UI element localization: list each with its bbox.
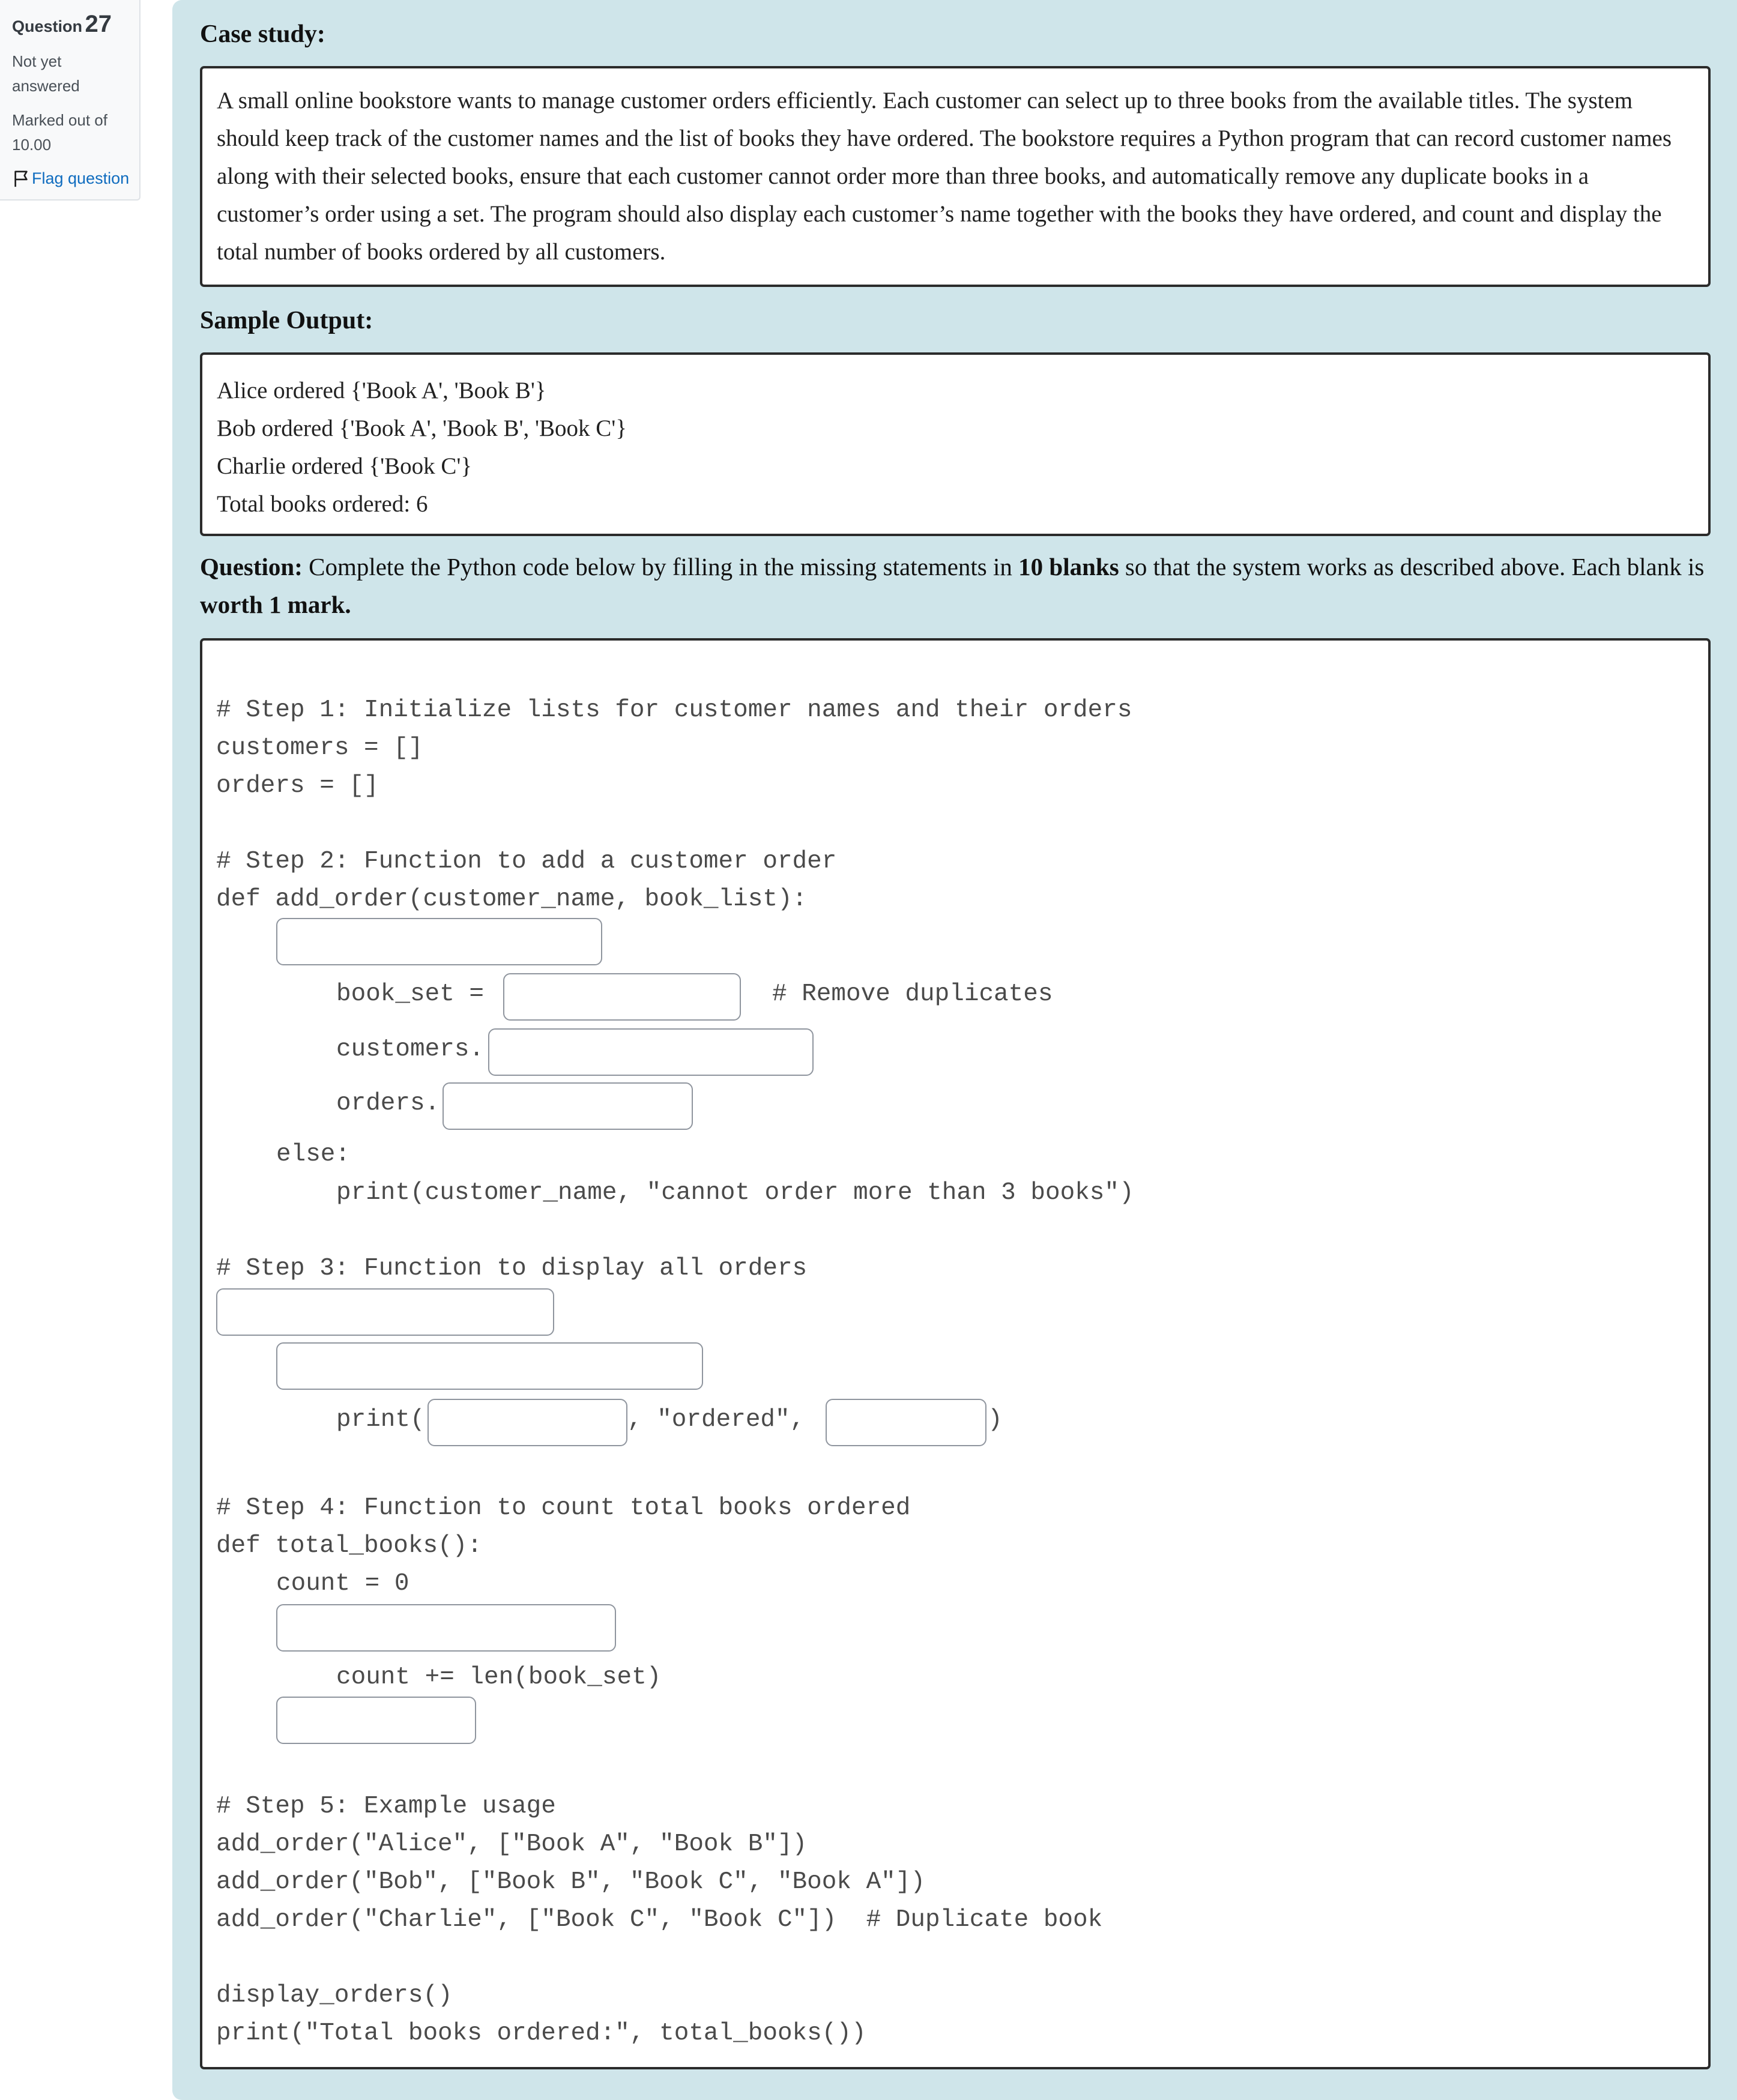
sample-output-line: Total books ordered: 6 xyxy=(217,491,428,517)
code-def-add-order: def add_order(customer_name, book_list): xyxy=(216,886,808,913)
sample-output-line: Alice ordered {'Book A', 'Book B'} xyxy=(217,378,546,403)
answer-blank-4[interactable] xyxy=(443,1082,693,1130)
answer-blank-6[interactable] xyxy=(276,1342,703,1390)
code-step2-comment: # Step 2: Function to add a customer order xyxy=(216,848,837,875)
flag-icon xyxy=(12,170,30,188)
code-step4-comment: # Step 4: Function to count total books ordered xyxy=(216,1494,911,1522)
question-state xyxy=(12,49,80,98)
question-text-part1: Complete the Python code below by filling in the missing statements in xyxy=(302,553,1019,581)
question-number xyxy=(12,11,112,38)
case-study-text: A small online bookstore wants to manage customer orders efficiently. Each customer can select up to three books from the available titles. The system should keep track of the customer names and the list of books they have ordered. The bookstore requires a Python program that can record customer names along with their selected books, ensure that each customer cannot order more than three books, and automatically remove any duplicate books in a customer’s order using a set. The program should also display each customer’s name together with the books they have ordered, and count and display the total number of books ordered by all customers. xyxy=(217,88,1672,265)
code-step3-comment: # Step 3: Function to display all orders xyxy=(216,1255,808,1282)
sample-output-box xyxy=(200,352,1711,536)
case-study-box xyxy=(200,66,1711,287)
question-text-bold2: worth 1 mark. xyxy=(200,591,351,618)
code-def-total-books: def total_books(): xyxy=(216,1532,482,1560)
code-display-call: display_orders() xyxy=(216,1982,453,2009)
code-usage-charlie: add_order("Charlie", ["Book C", "Book C"]) # Duplicate book xyxy=(216,1906,1103,1934)
code-print-total: print("Total books ordered:", total_books()) xyxy=(216,2020,866,2047)
case-study-heading: Case study: xyxy=(200,20,325,48)
answer-blank-5[interactable] xyxy=(216,1288,554,1336)
code-step5-comment: # Step 5: Example usage xyxy=(216,1793,556,1820)
answer-blank-1[interactable] xyxy=(276,918,602,965)
code-customers-prefix: customers. xyxy=(336,1036,485,1063)
flag-question-label: Flag question xyxy=(32,169,130,187)
sample-output-lines xyxy=(217,372,627,523)
question-number-value: 27 xyxy=(85,11,112,37)
answer-blank-7[interactable] xyxy=(427,1399,627,1446)
answer-blank-3[interactable] xyxy=(488,1028,814,1076)
code-else: else: xyxy=(276,1141,351,1168)
answer-blank-8[interactable] xyxy=(826,1399,986,1446)
answer-blank-9[interactable] xyxy=(276,1604,616,1652)
code-usage-bob: add_order("Bob", ["Book B", "Book C", "Book A"]) xyxy=(216,1868,925,1896)
code-step1-comment: # Step 1: Initialize lists for customer names and their orders xyxy=(216,696,1132,724)
sample-output-line: Charlie ordered {'Book C'} xyxy=(217,453,473,479)
question-text xyxy=(200,548,1713,624)
code-print-open: print( xyxy=(336,1406,425,1434)
question-state-line1: Not yet xyxy=(12,52,62,70)
question-label-bold: Question: xyxy=(200,553,303,581)
question-label: Question xyxy=(12,17,83,35)
code-count-init: count = 0 xyxy=(276,1570,409,1598)
code-usage-alice: add_order("Alice", ["Book A", "Book B"]) xyxy=(216,1830,808,1858)
code-count-add: count += len(book_set) xyxy=(336,1664,662,1691)
code-ordered-literal: , "ordered", xyxy=(627,1406,805,1434)
code-orders-prefix: orders. xyxy=(336,1090,440,1117)
question-grade-line1: Marked out of xyxy=(12,111,107,129)
code-orders-init: orders = [] xyxy=(216,772,379,800)
flag-question-link[interactable] xyxy=(12,169,129,188)
code-print-cannot-order: print(customer_name, "cannot order more than 3 books") xyxy=(336,1179,1134,1207)
code-remove-duplicates-comment: # Remove duplicates xyxy=(772,980,1053,1008)
answer-blank-10[interactable] xyxy=(276,1697,476,1744)
question-text-bold1: 10 blanks xyxy=(1018,553,1119,581)
sample-output-line: Bob ordered {'Book A', 'Book B', 'Book C'} xyxy=(217,415,627,441)
answer-blank-2[interactable] xyxy=(503,973,741,1021)
question-text-part2: so that the system works as described above. Each blank is xyxy=(1119,553,1705,581)
question-grade-line2: 10.00 xyxy=(12,136,52,154)
code-customers-init: customers = [] xyxy=(216,734,423,762)
code-book-set-prefix: book_set = xyxy=(336,980,485,1008)
question-grade xyxy=(12,108,107,157)
question-state-line2: answered xyxy=(12,77,80,95)
code-close-paren: ) xyxy=(988,1406,1003,1434)
sample-output-heading: Sample Output: xyxy=(200,307,373,334)
question-info-panel xyxy=(0,0,140,201)
